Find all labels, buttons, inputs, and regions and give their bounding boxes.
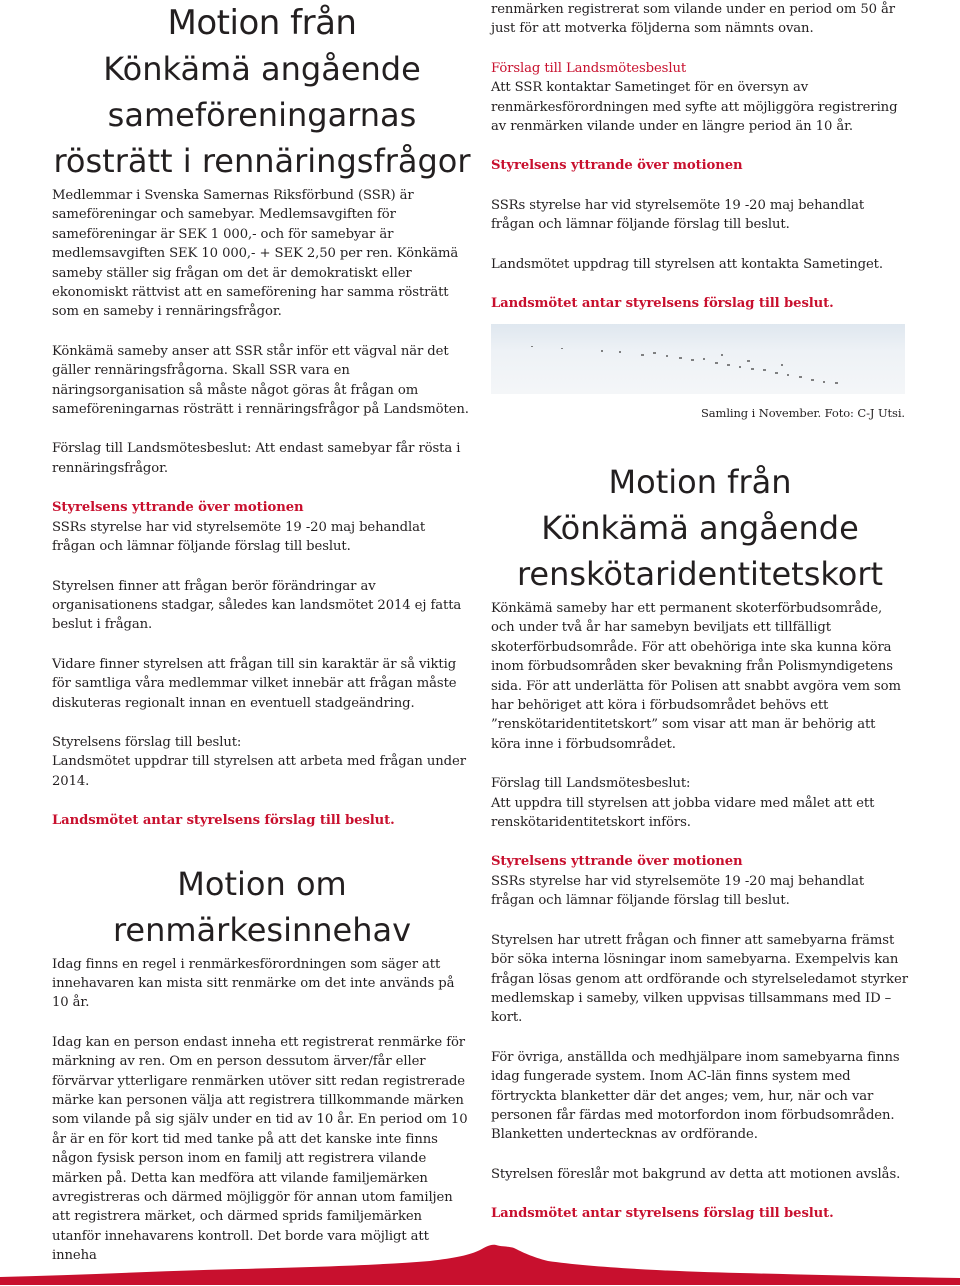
paragraph: För övriga, anställda och medhjälpare inom samebyarna finns idag fungerade system. Inom AC-län finns system med förtryckta blanketter där det anges; vem, hur, när och var personen får färdas med motorfordon inom förbudsområden. Blanketten undertecknas av ordförande.	[491, 1049, 900, 1143]
title-line: Könkämä angående	[541, 509, 859, 547]
paragraph: Landsmötet uppdrag till styrelsen att kontakta Sametinget.	[491, 256, 883, 272]
title-line: Motion från	[167, 3, 357, 43]
title-line: Motion om	[177, 864, 347, 903]
mountain-footer-decoration	[0, 1225, 960, 1285]
paragraph: SSRs styrelse har vid styrelsemöte 19 -20 maj behandlat frågan och lämnar följande förslag till beslut.	[491, 873, 865, 909]
proposal-label: Styrelsens förslag till beslut:	[52, 734, 242, 750]
section-heading: Styrelsens yttrande över motionen	[52, 500, 304, 516]
board-statement	[491, 852, 909, 910]
paragraph: Styrelsen finner att frågan berör förändringar av organisationens stadgar, således kan landsmötet 2014 ej fatta beslut i frågan.	[52, 578, 462, 633]
proposal-text: Att uppdra till styrelsen att jobba vidare med målet att ett renskötaridentitetskort införs.	[491, 795, 875, 831]
title-line: sameföreningarnas	[107, 96, 417, 134]
paragraph: Styrelsen föreslår mot bakgrund av detta att motionen avslås.	[491, 1166, 901, 1182]
section-heading: Styrelsens yttrande över motionen	[491, 854, 743, 870]
decision-text: Landsmötet antar styrelsens förslag till beslut.	[491, 296, 834, 312]
paragraph: Förslag till Landsmötesbeslut: Att endast samebyar får rösta i rennäringsfrågor.	[52, 441, 461, 476]
decision-text: Landsmötet antar styrelsens förslag till beslut.	[491, 1206, 834, 1222]
proposal-block	[491, 774, 909, 832]
proposal-text: Landsmötet uppdrar till styrelsen att arbeta med frågan under 2014.	[52, 754, 466, 789]
photo-caption: Samling i November. Foto: C-J Utsi.	[700, 406, 905, 420]
paragraph: Styrelsen har utrett frågan och finner att samebyarna främst bör söka interna lösningar inom samebyarna. Exempelvis kan frågan lösas genom att ordförande och styrelseledamot styrker medlemskap i sameby, vilken uppvisas tillsammans med ID – kort.	[491, 932, 908, 1026]
section-heading: Styrelsens yttrande över motionen	[491, 158, 743, 174]
decision-text: Landsmötet antar styrelsens förslag till beslut.	[52, 813, 395, 829]
paragraph: Idag finns en regel i renmärkesförordningen som säger att innehavaren kan mista sitt renmärke om det inte används på 10 år.	[52, 956, 455, 1011]
paragraph: Medlemmar i Svenska Samernas Riksförbund (SSR) är sameföreningar och samebyar. Medlemsavgiften för sameföreningar är SEK 1 000,- och för samebyar är medlemsavgiften SEK 10 000,- + SEK 2,50 per ren. Könkämä sameby ställer sig frågan om det är demokratiskt eller ekonomiskt rättvist att en sameförening har samma rösträtt som en sameby i rennäringsfrågor.	[52, 188, 459, 320]
paragraph: SSRs styrelse har vid styrelsemöte 19 -20 maj behandlat frågan och lämnar följande förslag till beslut.	[491, 197, 865, 233]
right-column-lower	[491, 459, 909, 1244]
proposal-label: Förslag till Landsmötesbeslut:	[491, 776, 691, 792]
title-line: renskötaridentitetskort	[516, 555, 884, 593]
paragraph: Vidare finner styrelsen att frågan till sin karaktär är så viktig för samtliga våra medlemmar vilket innebär att frågan måste diskuteras regionalt innan en eventuell stadgeändring.	[52, 656, 457, 711]
motion-title-identitetskort	[491, 459, 909, 597]
reindeer-herd-image	[491, 324, 905, 394]
board-proposal	[52, 733, 472, 791]
paragraph: SSRs styrelse har vid styrelsemöte 19 -20 maj behandlat frågan och lämnar följande förslag till beslut.	[52, 519, 426, 555]
right-column	[491, 0, 909, 333]
motion-title-rostratt	[52, 1, 472, 184]
title-line: rösträtt i rennäringsfrågor	[53, 142, 471, 180]
paragraph: renmärken registrerat som vilande under en period om 50 år just för att motverka följderna som nämnts ovan.	[491, 2, 895, 37]
paragraph: Könkämä sameby har ett permanent skoterförbudsområde, och under två år har samebyn beviljats ett tillfälligt skoterförbudsområde. För att obehöriga inte ska kunna köra inom förbudsområden sker bevakning från Polismyndigetens sida. För att underlätta för Polisen att snabbt avgöra vem som har behöriget att köra i förbudsområdet behövs ett ”renskötaridentitetskort” som visar att man är behörig att köra inne i förbudsområdet.	[491, 601, 901, 752]
proposal-text: Att SSR kontaktar Sametinget för en översyn av renmärkesförordningen med syfte att möjliggöra registrering av renmärken vilande under en längre period än 10 år.	[491, 80, 898, 135]
proposal-label: Förslag till Landsmötesbeslut	[491, 60, 687, 76]
paragraph: Idag kan en person endast inneha ett registrerat renmärke för märkning av ren. Om en person dessutom ärver/får eller förvärvar ytterligare renmärken utöver sitt redan registrerade märke kan personen välja att registrera tillkommande märken som vilande på sig själv under en tid av 10 år. En period om 10 år är en för kort tid med tanke på att det kanske inte finns någon fysisk person inom en familj att registrera vilande märken på. Detta kan medföra att vilande familjemärken avregistreras och därmed möjliggör för annan utom familjen att registrera märket, och därmed sprids familjemärken utanför innehavarens kontroll. Det borde vara möjligt att inneha	[52, 1034, 468, 1264]
title-line: renmärkesinnehav	[112, 910, 412, 949]
motion-title-renmarkesinnehav	[52, 861, 472, 953]
title-line: Motion från	[608, 463, 792, 501]
reindeer-photo	[491, 324, 905, 394]
title-line: Könkämä angående	[103, 50, 421, 88]
left-column	[52, 0, 472, 1286]
board-statement	[52, 498, 472, 556]
proposal-block	[491, 59, 909, 137]
paragraph: Könkämä sameby anser att SSR står inför ett vägval när det gäller rennäringsfrågorna. Skall SSR vara en näringsorganisation så måste något göras åt frågan om sameföreningarnas rösträtt i rennäringsfrågor på Landsmöten.	[52, 343, 469, 418]
